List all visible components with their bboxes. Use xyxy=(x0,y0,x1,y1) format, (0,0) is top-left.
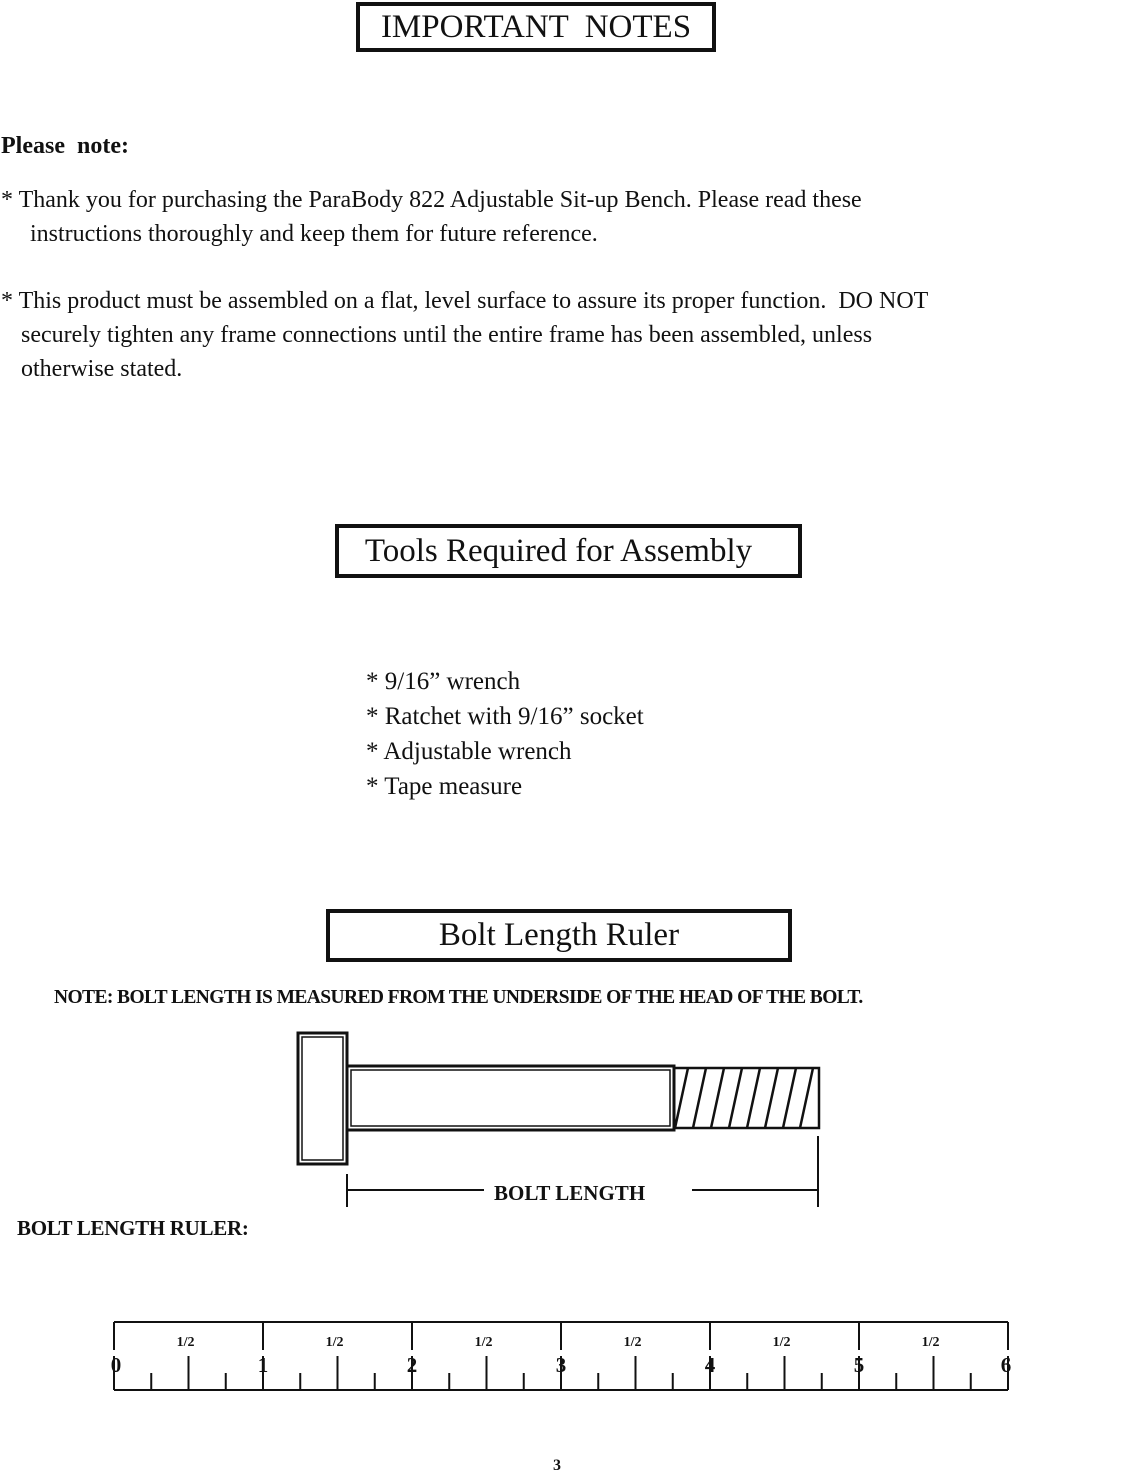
important-notes-title xyxy=(356,2,716,52)
ruler-inch-label: 3 xyxy=(555,1353,567,1377)
tool-item: * Tape measure xyxy=(366,773,523,800)
important-notes-title-text: IMPORTANT NOTES xyxy=(380,8,692,45)
ruler-half-label: 1/2 xyxy=(772,1335,791,1350)
note-paragraph-thanks-line-2: instructions thoroughly and keep them for future reference. xyxy=(30,221,598,247)
tools-required-title xyxy=(335,524,802,578)
note-paragraph-thanks xyxy=(1,183,862,251)
tool-item: * Ratchet with 9/16” socket xyxy=(366,703,644,730)
ruler-half-label: 1/2 xyxy=(176,1335,195,1350)
bolt-length-note: NOTE: BOLT LENGTH IS MEASURED FROM THE UNDERSIDE OF THE HEAD OF THE BOLT. xyxy=(54,987,863,1008)
ruler-half-label: 1/2 xyxy=(325,1335,344,1350)
ruler-inch-label: 2 xyxy=(406,1353,418,1377)
tools-required-title-text: Tools Required for Assembly xyxy=(364,532,753,569)
note-paragraph-assembly-line-3: otherwise stated. xyxy=(21,356,183,382)
bolt-length-ruler-label: BOLT LENGTH RULER: xyxy=(17,1216,249,1240)
ruler-half-label: 1/2 xyxy=(921,1335,940,1350)
note-paragraph-assembly-line-2: securely tighten any frame connections until the entire frame has been assembled, unless xyxy=(21,322,873,348)
bolt-shank-inner xyxy=(351,1070,670,1126)
ruler-inch-label: 4 xyxy=(704,1353,716,1377)
tool-item: * 9/16” wrench xyxy=(366,668,521,695)
bolt-length-dimension xyxy=(347,1136,818,1207)
note-paragraph-assembly-line-1: * This product must be assembled on a flat, level surface to assure its proper function. DO NOT xyxy=(1,288,929,314)
bolt-thread-body xyxy=(674,1068,819,1128)
ruler-inch-label: 5 xyxy=(853,1353,865,1377)
ruler-inch-label: 0 xyxy=(110,1353,122,1377)
bolt-head-inner xyxy=(302,1037,343,1160)
ruler-half-label: 1/2 xyxy=(623,1335,642,1350)
ruler-inch-label: 1 xyxy=(257,1353,269,1377)
bolt-threads xyxy=(675,1068,813,1128)
page-number: 3 xyxy=(553,1457,561,1474)
bolt-length-label: BOLT LENGTH xyxy=(494,1181,646,1205)
bolt-shank-outer xyxy=(347,1066,674,1130)
bolt-length-ruler-title-text: Bolt Length Ruler xyxy=(438,917,680,953)
note-paragraph-thanks-line-1: * Thank you for purchasing the ParaBody 822 Adjustable Sit-up Bench. Please read these xyxy=(1,187,862,213)
ruler-inch-label: 6 xyxy=(1000,1353,1012,1377)
ruler-half-label: 1/2 xyxy=(474,1335,493,1350)
note-paragraph-assembly xyxy=(1,284,928,386)
bolt-head-outer xyxy=(298,1033,347,1164)
bolt-length-ruler-title xyxy=(326,909,792,962)
tool-item: * Adjustable wrench xyxy=(366,738,572,765)
please-note-heading: Please note: xyxy=(1,133,129,159)
tools-list xyxy=(366,664,644,804)
